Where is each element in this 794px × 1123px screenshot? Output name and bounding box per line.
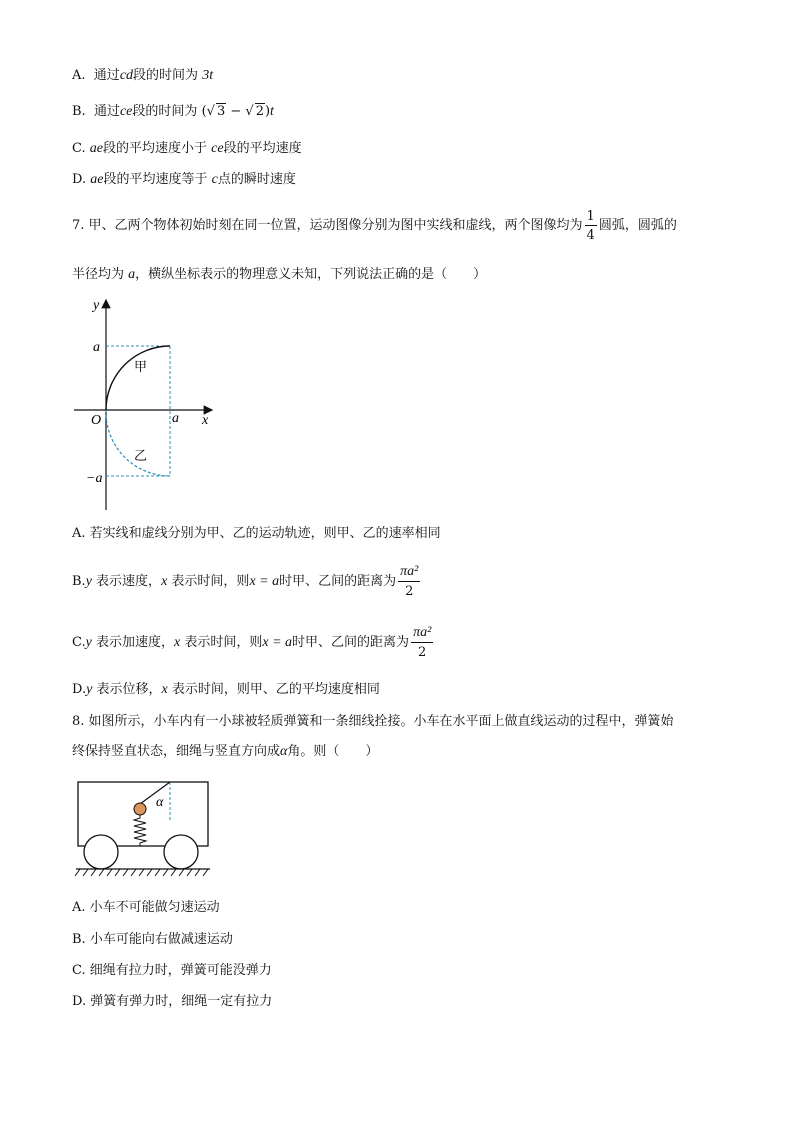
yi-dashed-arc (106, 410, 170, 476)
a-bottom-label: −a (86, 471, 103, 486)
left-wheel (84, 835, 118, 869)
string (140, 782, 170, 804)
ball (134, 803, 146, 815)
a-right-label: a (172, 411, 179, 426)
yi-label: 乙 (134, 449, 148, 464)
q7-option-b: B.y 表示速度，x 表示时间，则x = a时甲、乙间的距离为 $\frac{\text{πa²}}{2}$ (72, 564, 419, 599)
q8-cart-figure (70, 776, 220, 882)
q7-stem-line1: 7. 甲、乙两个物体初始时刻在同一位置，运动图像分别为图中实线和虚线，两个图像均为 $\frac{1}{4}$ 圆弧，圆弧的 (72, 208, 677, 243)
right-wheel (164, 835, 198, 869)
spring (134, 815, 146, 846)
q6-option-a: A. 通过cd段的时间为 3t (72, 68, 214, 83)
jia-label: 甲 (134, 360, 148, 375)
q7-c-fraction: $\frac{\text{πa²}}{2}$ (413, 625, 432, 660)
q6-option-b: B. 通过ce段的时间为 (√ 3 − √ 2)t (72, 104, 274, 119)
q8-option-a: A. 小车不可能做匀速运动 (72, 900, 220, 915)
jia-solid-arc (106, 346, 170, 410)
q7-fraction: $\frac{1}{4}$ (586, 208, 595, 243)
q7-graph (60, 292, 230, 522)
q8-stem-line2: 终保持竖直状态，细绳与竖直方向成α角。则（ ） (72, 744, 379, 759)
q7-option-c: C.y 表示加速度，x 表示时间，则x = a时甲、乙间的距离为 $\frac{\text{πa²}}{2}$ (72, 625, 432, 660)
q7-b-fraction: $\frac{\text{πa²}}{2}$ (400, 564, 419, 599)
q6-option-d: D. ae段的平均速度等于 c点的瞬时速度 (72, 172, 296, 187)
ground-hatching (75, 869, 208, 876)
q6-option-c: C. ae段的平均速度小于 ce段的平均速度 (72, 141, 302, 156)
y-axis-label: y (93, 298, 100, 313)
q7-stem-line2: 半径均为 a，横纵坐标表示的物理意义未知，下列说法正确的是（ ） (72, 267, 487, 282)
origin-label: O (91, 413, 102, 428)
x-axis-label: x (202, 413, 209, 428)
q7-option-d: D.y 表示位移，x 表示时间，则甲、乙的平均速度相同 (72, 682, 380, 697)
alpha-label: α (156, 795, 164, 810)
q8-option-d: D. 弹簧有弹力时，细绳一定有拉力 (72, 994, 273, 1009)
q8-stem-line1: 8. 如图所示，小车内有一小球被轻质弹簧和一条细线拴接。小车在水平面上做直线运动的过程中，弹簧始 (72, 714, 674, 729)
a-top-label: a (93, 340, 100, 355)
q8-option-c: C. 细绳有拉力时，弹簧可能没弹力 (72, 963, 272, 978)
q8-option-b: B. 小车可能向右做减速运动 (72, 932, 233, 947)
q7-option-a: A. 若实线和虚线分别为甲、乙的运动轨迹，则甲、乙的速率相同 (72, 526, 441, 541)
